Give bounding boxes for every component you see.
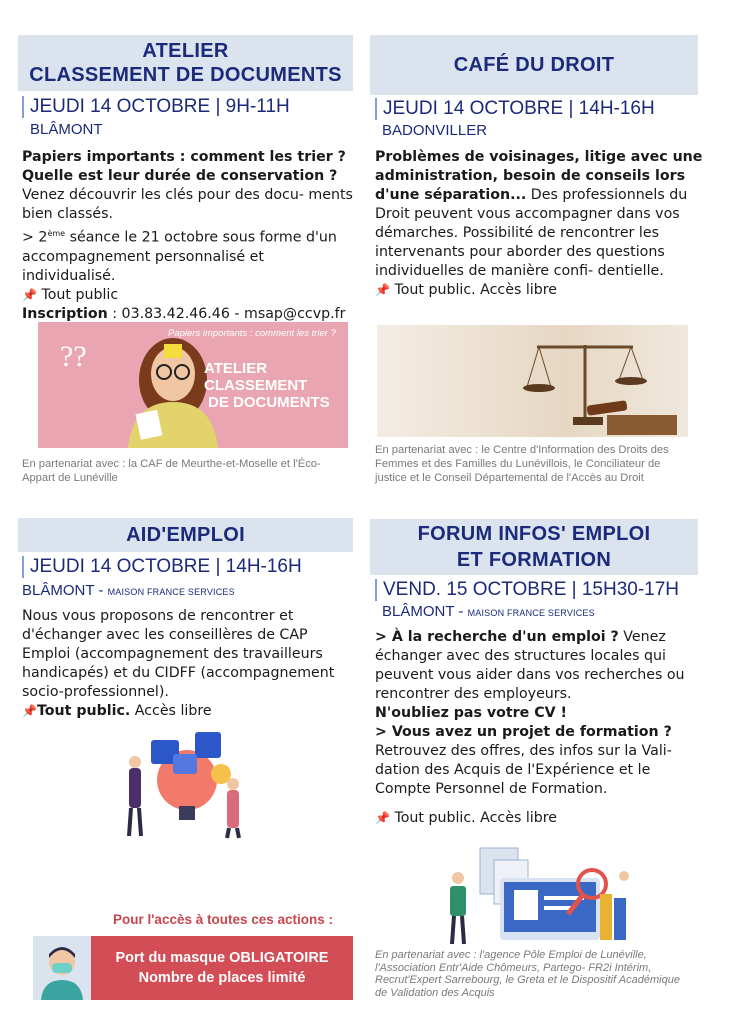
forum-job-search: > À la recherche d'un emploi ? Venez échanger avec des structures locales qui peuvent vous aider dans vos recherches ou rencontrer des employeurs. xyxy=(375,629,685,702)
image-title: ATELIER CLASSEMENT DE DOCUMENTS xyxy=(204,360,330,411)
cafe-du-droit-place: BADONVILLER xyxy=(382,122,488,139)
aid-emploi-public: 📌Tout public. Accès libre xyxy=(22,703,212,719)
pushpin-icon: 📌 xyxy=(375,283,390,297)
aid-emploi-description: Nous vous proposons de rencontrer et d'échanger avec les conseillères de CAP Emploi (accompagnement des travailleurs handicapés) et du CIDFF (accompagnement socio-professionnel). xyxy=(22,608,335,700)
aid-emploi-place: BLÂMONT - MAISON FRANCE SERVICES xyxy=(22,582,235,599)
forum-partner: En partenariat avec : l'agence Pôle Emploi de Lunéville, l'Association Entr'Aide Chômeurs, Partego- FR2i Intérim, Recrut'Expert Sarrebourg, le Greta et le Dispositif Académique de Validation des Acquis xyxy=(375,949,680,999)
cafe-du-droit-body xyxy=(375,148,705,300)
forum-cv-reminder: N'oubliez pas votre CV ! xyxy=(375,705,568,721)
justice-scale-illustration xyxy=(377,325,688,437)
masked-person-icon xyxy=(33,936,91,1000)
atelier-body xyxy=(22,148,357,324)
image-banner-text: Papiers importants : comment les trier ? xyxy=(168,328,336,339)
atelier-second-session: > 2ème séance le 21 octobre sous forme d'un accompagnement personnalisé et individualisé. xyxy=(22,229,337,284)
forum-title-line1: FORUM INFOS' EMPLOI xyxy=(417,523,651,545)
atelier-title-line2: CLASSEMENT DE DOCUMENTS xyxy=(29,64,342,86)
forum-title xyxy=(370,519,698,575)
pushpin-icon: 📌 xyxy=(375,811,390,825)
atelier-description: Venez découvrir les clés pour des docu- ments bien classés. xyxy=(22,187,353,222)
forum-training: > Vous avez un projet de formation ? Retrouvez des offres, des infos sur la Vali- dation des Acquis de l'Expérience et le Compte Personnel de Formation. xyxy=(375,724,672,797)
masked-person-box xyxy=(33,936,91,1000)
access-heading: Pour l'accès à toutes ces actions : xyxy=(112,912,334,927)
cafe-du-droit-partner: En partenariat avec : le Centre d'Information des Droits des Femmes et des Familles du Lunévillois, le Conciliateur de justice et le Conseil Départemental de l'Accès au Droit xyxy=(375,444,669,484)
cafe-du-droit-description: Problèmes de voisinages, litige avec une administration, besoin de conseils lors d'une séparation... Des professionnels du Droit peuvent vous accompagner dans vos démarches. Possibilité de rencontrer les intervenants pour aborder des questions individuelles de manière confi- dentielle. xyxy=(375,149,703,279)
atelier-question-1: Papiers importants : comment les trier ? xyxy=(22,149,346,165)
pushpin-icon: 📌 xyxy=(22,287,37,302)
aid-emploi-date: JEUDI 14 OCTOBRE | 14H-16H xyxy=(22,556,302,578)
question-marks: ?? xyxy=(60,340,87,373)
atelier-illustration xyxy=(38,322,348,448)
atelier-title xyxy=(18,35,353,91)
forum-body xyxy=(375,628,705,828)
atelier-title-line1: ATELIER xyxy=(142,40,229,62)
limited-places-text: Nombre de places limité xyxy=(138,970,306,986)
forum-place: BLÂMONT - MAISON FRANCE SERVICES xyxy=(382,603,595,620)
cafe-du-droit-title: CAFÉ DU DROIT xyxy=(370,35,698,95)
forum-title-line2: ET FORMATION xyxy=(456,549,612,571)
cafe-du-droit-date: JEUDI 14 OCTOBRE | 14H-16H xyxy=(375,98,655,120)
forum-public: 📌 Tout public. Accès libre xyxy=(375,810,557,826)
atelier-place: BLÂMONT xyxy=(30,121,103,138)
aid-emploi-body xyxy=(22,607,352,721)
atelier-public: 📌 Tout public xyxy=(22,286,119,303)
aid-emploi-title: AID'EMPLOI xyxy=(18,518,353,552)
scale-icon xyxy=(377,325,688,437)
atelier-partner: En partenariat avec : la CAF de Meurthe-et-Moselle et l'Éco-Appart de Lunéville xyxy=(22,458,321,484)
atelier-question-2: Quelle est leur durée de conservation ? xyxy=(22,168,338,184)
puzzle-lightbulb-icon xyxy=(125,728,245,840)
pushpin-icon: 📌 xyxy=(22,704,37,718)
atelier-date: JEUDI 14 OCTOBRE | 9H-11H xyxy=(22,96,290,118)
access-box xyxy=(91,936,353,1000)
cafe-du-droit-public: 📌 Tout public. Accès libre xyxy=(375,282,557,298)
mask-mandatory-text: Port du masque OBLIGATOIRE xyxy=(115,950,329,966)
atelier-inscription: Inscription : 03.83.42.46.46 - msap@ccvp.fr xyxy=(22,305,346,322)
forum-date: VEND. 15 OCTOBRE | 15H30-17H xyxy=(375,579,679,601)
documents-magnifier-icon xyxy=(440,838,640,948)
